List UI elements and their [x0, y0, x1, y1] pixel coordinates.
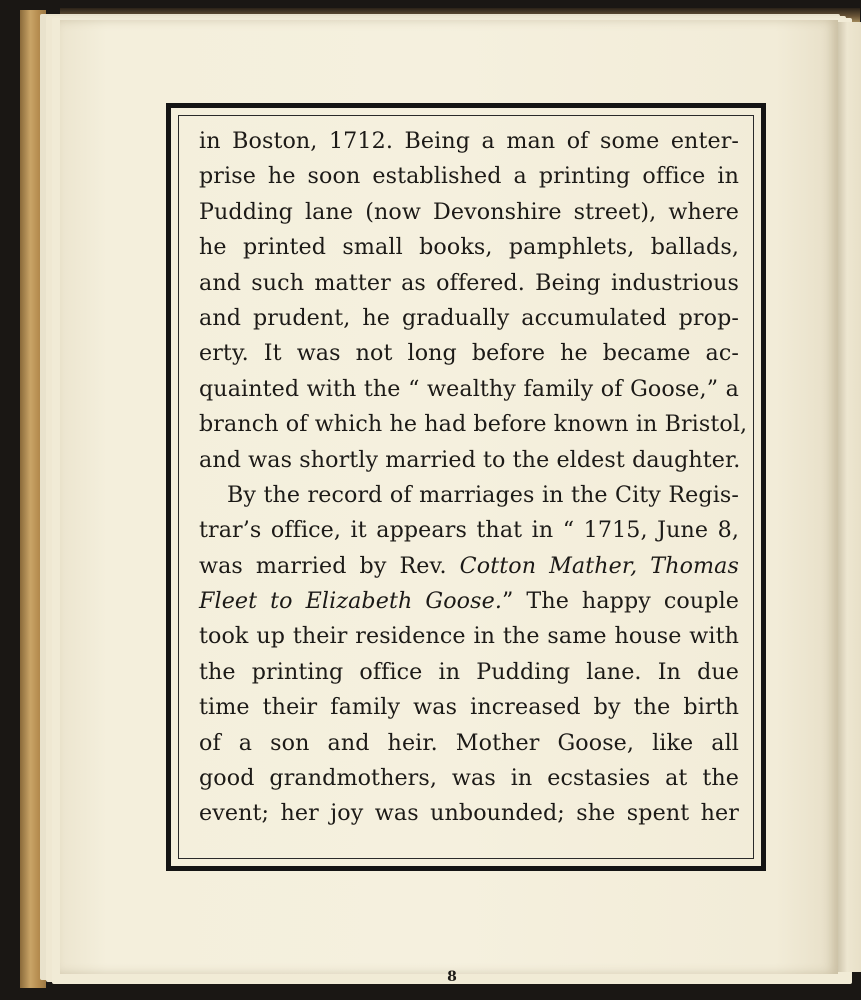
text-line: in Boston, 1712. Being a man of some enter- — [199, 128, 739, 154]
page-number-text: 8 — [447, 969, 457, 985]
text-line: and prudent, he gradually accumulated prop- — [199, 304, 739, 331]
text-line: branch of which he had before known in Bristol, — [199, 411, 748, 438]
paragraph-end-line: and was shortly married to the eldest daughter. — [199, 446, 741, 473]
text-line: time their family was increased by the birth — [199, 694, 739, 721]
text-line: trar’s office, it appears that in “ 1715, June 8, — [199, 517, 739, 544]
text-line: the printing office in Pudding lane. In due — [199, 658, 739, 685]
text-line-with-italic — [199, 549, 739, 584]
paragraph-start-line: By the record of marriages in the City Regis- — [227, 481, 739, 508]
text-line: took up their residence in the same house with — [199, 623, 739, 650]
page-body-text — [199, 124, 748, 985]
page-number — [199, 960, 739, 995]
text-line: event; her joy was unbounded; she spent her — [199, 800, 739, 827]
text-line: Pudding lane (now Devonshire street), where — [199, 198, 739, 225]
text-line: erty. It was not long before he became ac- — [199, 340, 739, 367]
italic-names: Cotton Mather, Thomas — [459, 552, 739, 579]
text-run: ” The happy couple — [501, 588, 739, 615]
text-line: he printed small books, pamphlets, ballads, — [199, 234, 739, 261]
text-line: prise he soon established a printing office in — [199, 163, 739, 190]
text-run: was married by Rev. — [199, 552, 460, 579]
italic-names: Fleet to Elizabeth Goose. — [199, 588, 502, 615]
text-line: and such matter as offered. Being industrious — [199, 269, 739, 296]
text-line: of a son and heir. Mother Goose, like all — [199, 729, 739, 756]
text-line-with-italic — [199, 584, 739, 619]
facing-page-edge — [838, 22, 861, 972]
text-line: good grandmothers, was in ecstasies at the — [199, 765, 739, 792]
text-line: quainted with the “ wealthy family of Goose,” a — [199, 375, 739, 402]
